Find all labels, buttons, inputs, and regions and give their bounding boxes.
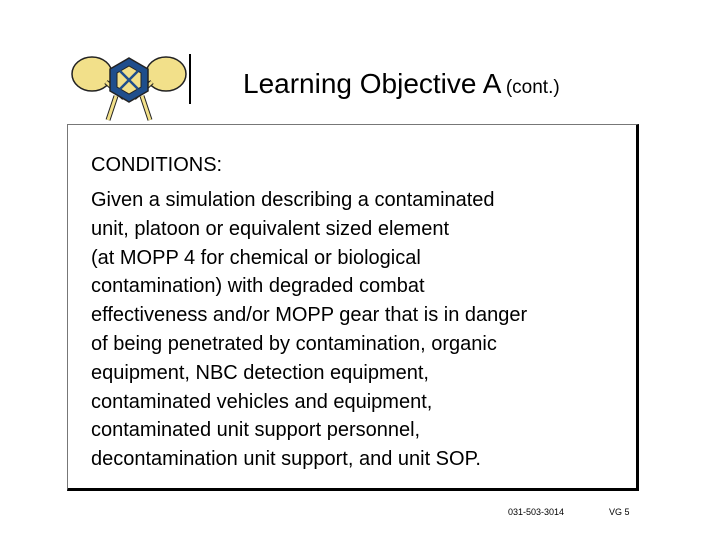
slide-title-suffix: (cont.) (505, 77, 560, 98)
footer-page-number: VG 5 (609, 507, 630, 517)
slide-title-text: Learning Objective A (243, 68, 502, 99)
conditions-line: unit, platoon or equivalent sized element (91, 217, 450, 240)
conditions-heading: CONDITIONS: (91, 154, 223, 176)
conditions-line: (at MOPP 4 for chemical or biological (91, 246, 421, 269)
conditions-line: contamination) with degraded combat (91, 275, 425, 298)
chemical-corps-insignia-icon (68, 52, 188, 122)
slide-title (243, 68, 560, 100)
footer-course-code: 031-503-3014 (508, 507, 565, 517)
conditions-line: of being penetrated by contamination, organic (91, 332, 497, 355)
conditions-line: contaminated unit support personnel, (91, 419, 421, 442)
header-divider (189, 54, 191, 104)
conditions-line: decontamination unit support, and unit SOP. (91, 448, 481, 471)
conditions-line: contaminated vehicles and equipment, (91, 390, 433, 413)
conditions-line: equipment, NBC detection equipment, (91, 361, 429, 384)
conditions-line: effectiveness and/or MOPP gear that is in danger (91, 304, 528, 327)
conditions-line: Given a simulation describing a contaminated (91, 189, 495, 211)
conditions-text (91, 186, 636, 474)
